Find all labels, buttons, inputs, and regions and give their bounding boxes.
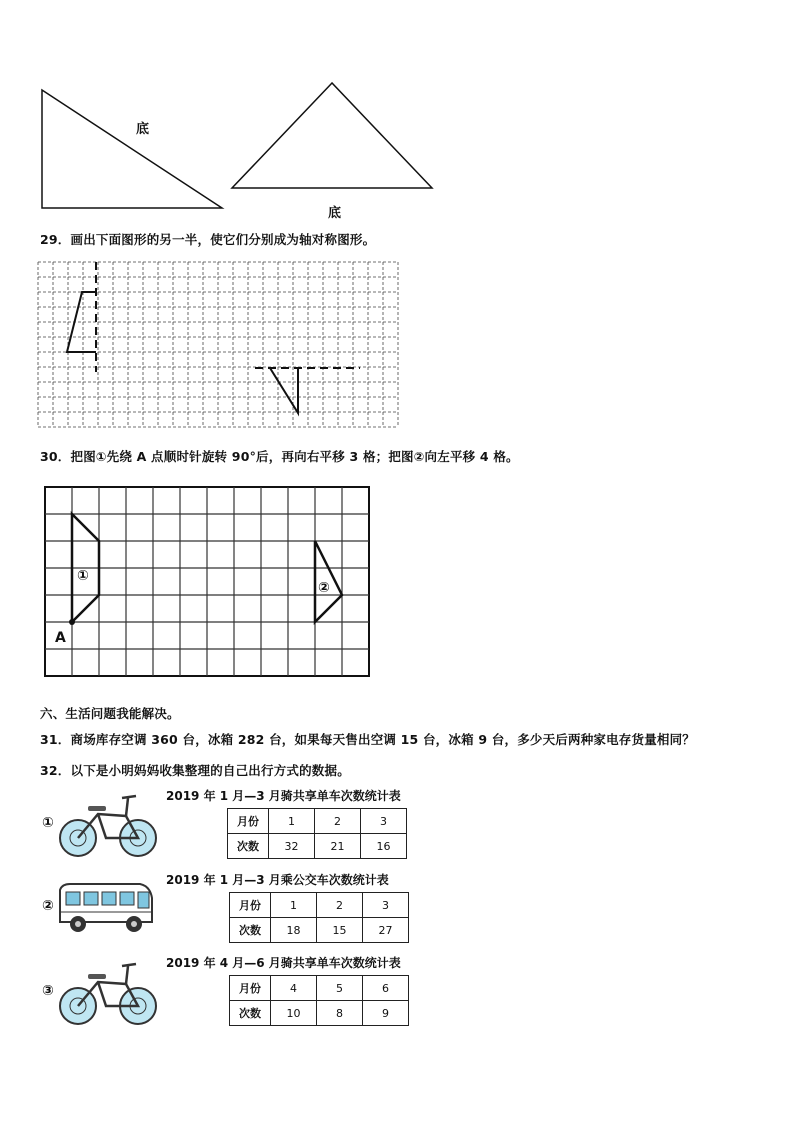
question-32: 32．以下是小明妈妈收集整理的自己出行方式的数据。 xyxy=(40,763,350,778)
table-cell: 10 xyxy=(271,1001,317,1026)
table-cell: 9 xyxy=(363,1001,409,1026)
table-1-marker: ① xyxy=(42,815,54,831)
bicycle-icon xyxy=(56,790,160,860)
table-cell: 2 xyxy=(315,809,361,834)
table-2 xyxy=(229,892,409,943)
table-cell: 2 xyxy=(317,893,363,918)
table-row-head: 月份 xyxy=(228,809,269,834)
table-cell: 15 xyxy=(317,918,363,943)
table-3 xyxy=(229,975,409,1026)
table-cell: 18 xyxy=(271,918,317,943)
table-row-head: 次数 xyxy=(230,918,271,943)
table-3-title: 2019 年 4 月—6 月骑共享单车次数统计表 xyxy=(166,956,401,970)
table-cell: 8 xyxy=(317,1001,363,1026)
table-3-marker: ③ xyxy=(42,983,54,999)
table-2-marker: ② xyxy=(42,898,54,914)
table-1 xyxy=(227,808,407,859)
table-cell: 6 xyxy=(363,976,409,1001)
table-cell: 32 xyxy=(269,834,315,859)
bus-icon xyxy=(56,880,156,936)
point-a xyxy=(69,619,75,625)
table-cell: 21 xyxy=(315,834,361,859)
question-30: 30．把图①先绕 A 点顺时针旋转 90°后，再向右平移 3 格；把图②向左平移 4 格。 xyxy=(40,449,519,464)
section-6-heading: 六、生活问题我能解决。 xyxy=(40,706,180,721)
left-triangle-base-label: 底 xyxy=(136,122,150,137)
bicycle-icon xyxy=(56,958,160,1028)
table-cell: 1 xyxy=(271,893,317,918)
table-cell: 16 xyxy=(361,834,407,859)
table-cell: 3 xyxy=(363,893,409,918)
question-29: 29．画出下面图形的另一半，使它们分别成为轴对称图形。 xyxy=(40,232,376,247)
right-triangle-base-label: 底 xyxy=(328,206,342,221)
shape-2-label: ② xyxy=(318,580,330,596)
question-31: 31．商场库存空调 360 台，冰箱 282 台，如果每天售出空调 15 台，冰箱 9 台，多少天后两种家电存货量相同？ xyxy=(40,732,695,747)
table-1-title: 2019 年 1 月—3 月骑共享单车次数统计表 xyxy=(166,789,401,803)
table-row-head: 月份 xyxy=(230,893,271,918)
shape-1-label: ① xyxy=(77,568,89,584)
table-cell: 3 xyxy=(361,809,407,834)
table-2-title: 2019 年 1 月—3 月乘公交车次数统计表 xyxy=(166,873,389,887)
point-a-label: A xyxy=(55,630,66,646)
table-row-head: 月份 xyxy=(230,976,271,1001)
table-row-head: 次数 xyxy=(230,1001,271,1026)
table-cell: 1 xyxy=(269,809,315,834)
table-cell: 4 xyxy=(271,976,317,1001)
table-row-head: 次数 xyxy=(228,834,269,859)
table-cell: 5 xyxy=(317,976,363,1001)
table-cell: 27 xyxy=(363,918,409,943)
